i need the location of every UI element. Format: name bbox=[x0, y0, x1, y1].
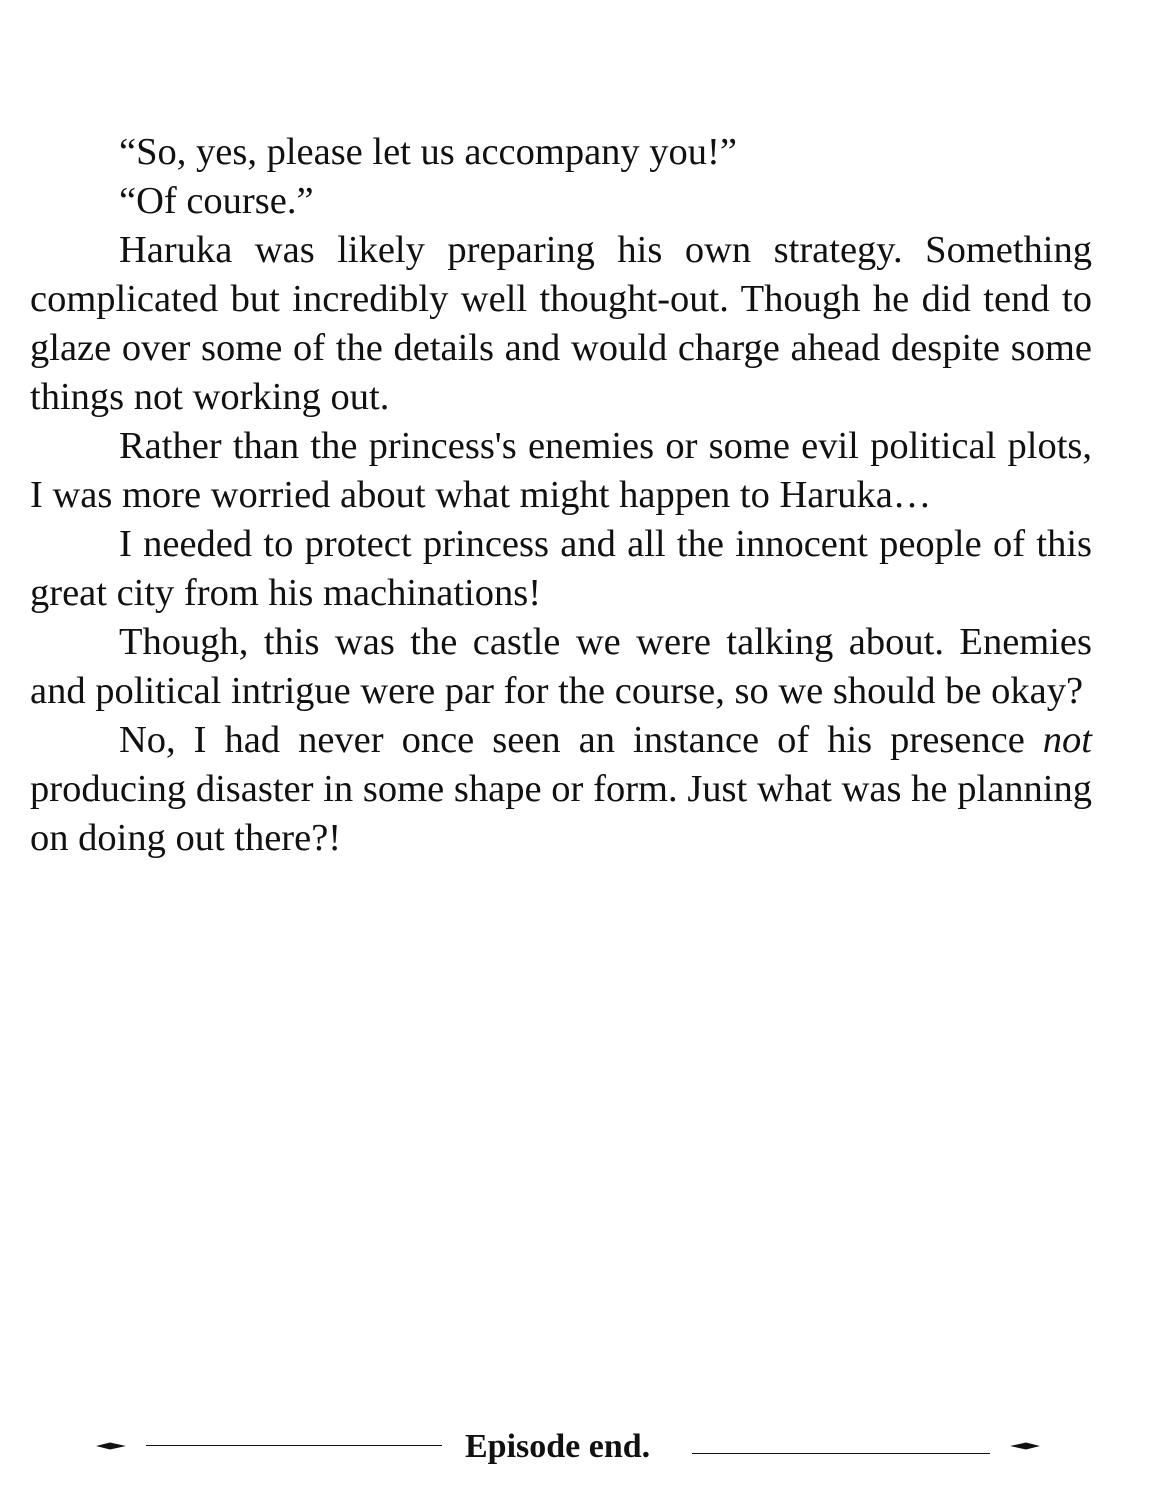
paragraph-text: No, I had never once seen an instance of his presence bbox=[119, 719, 1043, 761]
right-arrowhead-ornament-icon bbox=[1010, 1441, 1040, 1451]
episode-end-footer bbox=[0, 1423, 1150, 1473]
paragraph: “Of course.” bbox=[119, 180, 314, 222]
divider-line-left bbox=[146, 1445, 442, 1446]
divider-line-right bbox=[692, 1453, 990, 1454]
paragraph: Though, this was the castle we were talking about. Enemies and political intrigue were par for the course, so we should be okay? bbox=[30, 621, 1092, 712]
left-arrowhead-ornament-icon bbox=[96, 1441, 126, 1451]
paragraph: I needed to protect princess and all the innocent people of this great city from his machinations! bbox=[30, 523, 1092, 614]
paragraph bbox=[30, 716, 1092, 863]
story-text bbox=[30, 128, 1092, 863]
emphasis-text: not bbox=[1042, 719, 1092, 761]
episode-end-label: Episode end. bbox=[465, 1428, 651, 1465]
paragraph: Haruka was likely preparing his own strategy. Something complicated but incredibly well thought-out. Though he did tend to glaze over some of the details and would charge ahead despite some things not working out. bbox=[30, 229, 1092, 418]
paragraph: “So, yes, please let us accompany you!” bbox=[119, 131, 737, 173]
paragraph-text: producing disaster in some shape or form. Just what was he planning on doing out there?! bbox=[30, 768, 1092, 859]
paragraph: Rather than the princess's enemies or some evil political plots, I was more worried about what might happen to Haruka… bbox=[30, 425, 1092, 516]
